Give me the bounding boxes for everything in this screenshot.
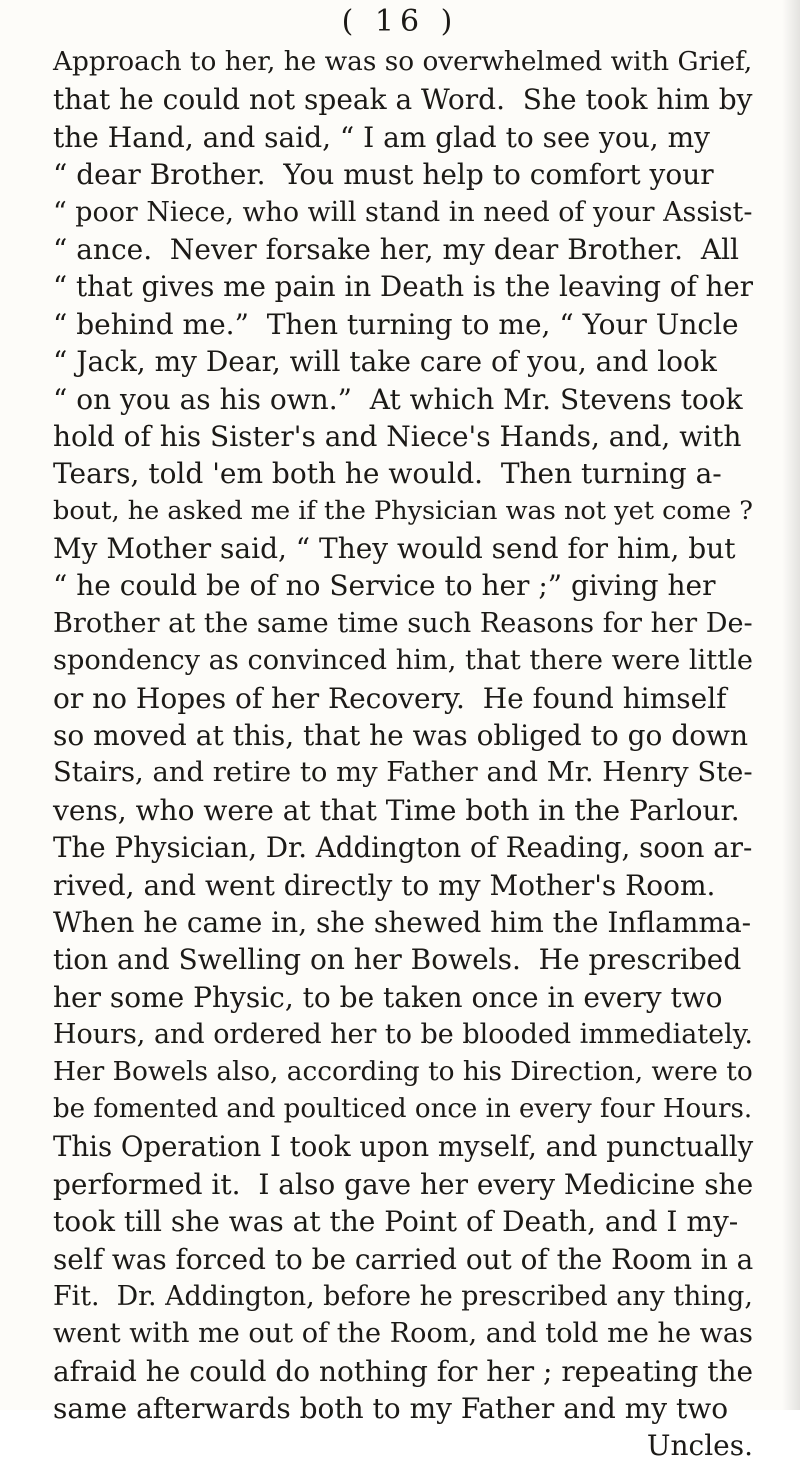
text-line: bout, he asked me if the Physician was not yet come ? <box>53 495 753 526</box>
text-line: “ he could be of no Service to her ;” giving her <box>53 569 716 603</box>
text-line: same afterwards both to my Father and my two <box>53 1392 729 1426</box>
text-line: Tears, told 'em both he would. Then turning a- <box>53 457 722 491</box>
text-line: Brother at the same time such Reasons for her De- <box>53 607 753 639</box>
text-line: Fit. Dr. Addington, before he prescribed any thing, <box>53 1280 753 1312</box>
text-line: “ that gives me pain in Death is the leaving of her <box>53 270 754 304</box>
text-line: “ Jack, my Dear, will take care of you, and look <box>53 345 717 379</box>
text-line: Her Bowels also, according to his Direction, were to <box>53 1056 753 1087</box>
text-line: afraid he could do nothing for her ; repeating the <box>53 1354 754 1388</box>
text-line: her some Physic, to be taken once in every two <box>53 980 723 1014</box>
body-text <box>53 44 753 1465</box>
text-line: “ dear Brother. You must help to comfort your <box>53 158 714 192</box>
text-line: spondency as convinced him, that there were little <box>53 645 753 677</box>
text-line: “ ance. Never forsake her, my dear Brother. All <box>53 232 740 266</box>
text-line: performed it. I also gave her every Medicine she <box>53 1167 754 1201</box>
text-line: When he came in, she shewed him the Inflamma- <box>53 905 752 939</box>
text-line-last: Uncles. <box>646 1429 753 1463</box>
text-line: so moved at this, that he was obliged to go down <box>53 719 749 753</box>
text-line: or no Hopes of her Recovery. He found himself <box>53 681 727 715</box>
text-line: hold of his Sister's and Niece's Hands, and, with <box>53 419 742 453</box>
text-line: “ behind me.” Then turning to me, “ Your Uncle <box>53 307 739 341</box>
text-line: “ on you as his own.” At which Mr. Stevens took <box>53 382 743 416</box>
text-line: be fomented and poulticed once in every four Hours. <box>53 1093 753 1124</box>
text-line: went with me out of the Room, and told me he was <box>53 1318 753 1350</box>
page-edge-shadow <box>782 0 800 1410</box>
text-line: Stairs, and retire to my Father and Mr. Henry Ste- <box>53 757 753 789</box>
text-line: Approach to her, he was so overwhelmed with Grief, <box>53 47 753 77</box>
text-line: “ poor Niece, who will stand in need of your Assist- <box>53 196 753 228</box>
text-line: self was forced to be carried out of the Room in a <box>53 1242 754 1276</box>
page-header <box>0 0 800 40</box>
text-line: My Mother said, “ They would send for him, but <box>53 532 736 566</box>
text-line: Hours, and ordered her to be blooded immediately. <box>53 1019 753 1051</box>
text-line: rived, and went directly to my Mother's Room. <box>53 868 716 902</box>
text-line: The Physician, Dr. Addington of Reading, soon ar- <box>53 831 753 865</box>
text-line: This Operation I took upon myself, and punctually <box>53 1130 754 1164</box>
text-line: that he could not speak a Word. She took him by <box>53 83 753 117</box>
text-line: tion and Swelling on her Bowels. He prescribed <box>53 943 742 977</box>
text-line: the Hand, and said, “ I am glad to see you, my <box>53 120 710 154</box>
page-number: ( 16 ) <box>341 4 459 39</box>
text-line: took till she was at the Point of Death, and I my- <box>53 1205 739 1239</box>
text-line: vens, who were at that Time both in the Parlour. <box>53 793 740 827</box>
